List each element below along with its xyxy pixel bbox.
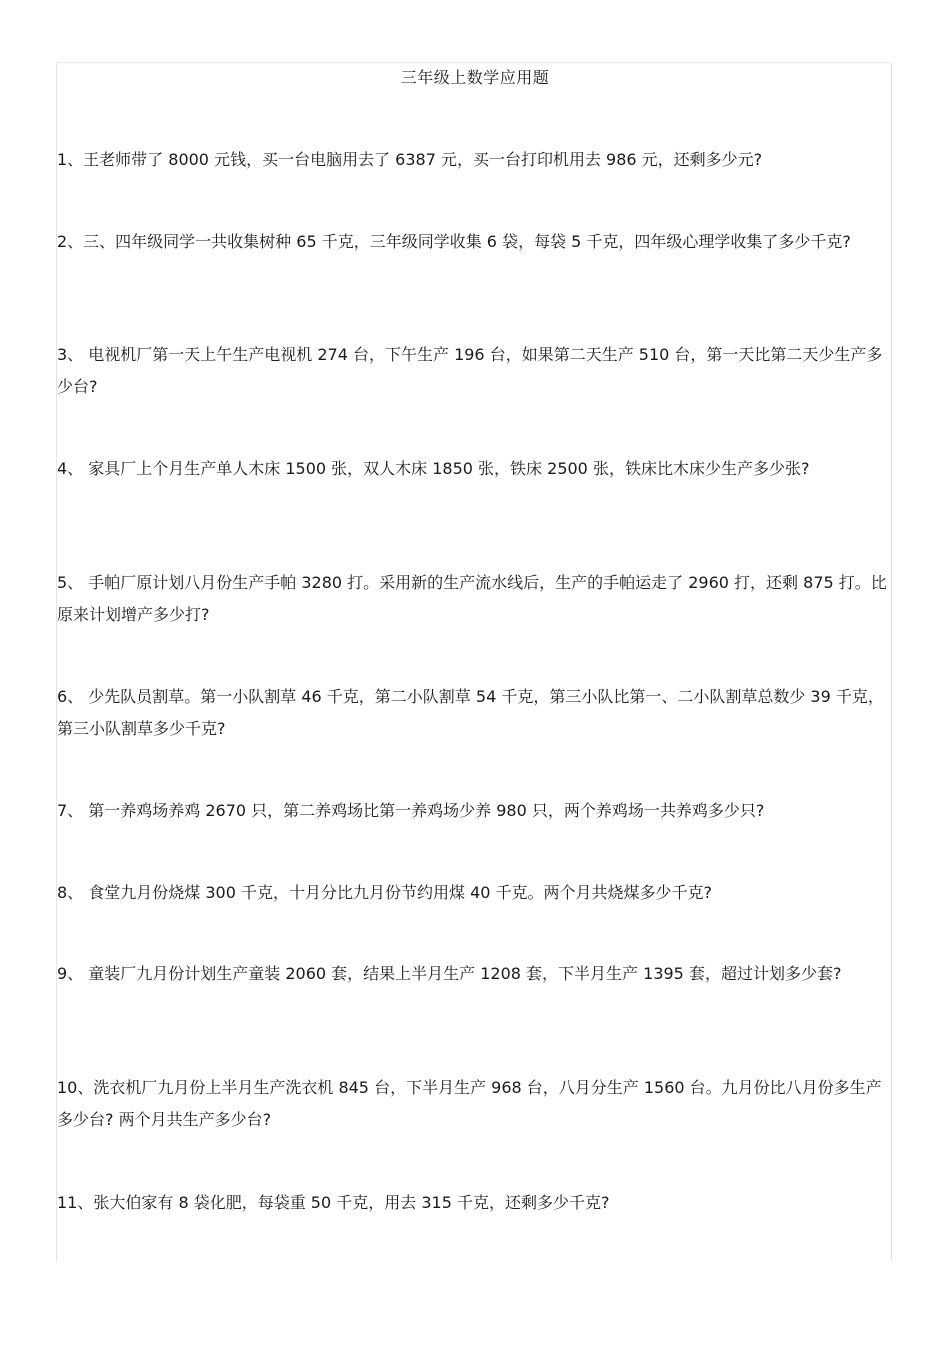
question-10: 10、洗衣机厂九月份上半月生产洗衣机 845 台，下半月生产 968 台，八月分生产 1560 台。九月份比八月份多生产多少台? 两个月共生产多少台? bbox=[57, 1078, 882, 1129]
question-4: 4、 家具厂上个月生产单人木床 1500 张，双人木床 1850 张，铁床 2500 张，铁床比木床少生产多少张? bbox=[57, 459, 810, 478]
question-2: 2、三、四年级同学一共收集树种 65 千克，三年级同学收集 6 袋，每袋 5 千克，四年级心理学收集了多少千克? bbox=[57, 232, 851, 251]
question-9: 9、 童装厂九月份计划生产童装 2060 套，结果上半月生产 1208 套，下半月生产 1395 套，超过计划多少套? bbox=[57, 964, 842, 983]
question-7: 7、 第一养鸡场养鸡 2670 只，第二养鸡场比第一养鸡场少养 980 只，两个养鸡场一共养鸡多少只? bbox=[57, 801, 765, 820]
page-title: 三年级上数学应用题 bbox=[400, 68, 550, 87]
question-8: 8、 食堂九月份烧煤 300 千克，十月分比九月份节约用煤 40 千克。两个月共烧煤多少千克? bbox=[57, 883, 713, 902]
question-3: 3、 电视机厂第一天上午生产电视机 274 台，下午生产 196 台，如果第二天生产 510 台，第一天比第二天少生产多少台? bbox=[57, 345, 883, 396]
question-1: 1、王老师带了 8000 元钱，买一台电脑用去了 6387 元，买一台打印机用去 986 元，还剩多少元? bbox=[57, 150, 763, 169]
question-11: 11、张大伯家有 8 袋化肥，每袋重 50 千克，用去 315 千克，还剩多少千克? bbox=[57, 1193, 610, 1212]
question-5: 5、 手帕厂原计划八月份生产手帕 3280 打。采用新的生产流水线后，生产的手帕运走了 2960 打，还剩 875 打。比原来计划增产多少打? bbox=[57, 573, 887, 624]
question-6: 6、 少先队员割草。第一小队割草 46 千克，第二小队割草 54 千克，第三小队比第一、二小队割草总数少 39 千克，第三小队割草多少千克? bbox=[57, 687, 884, 738]
